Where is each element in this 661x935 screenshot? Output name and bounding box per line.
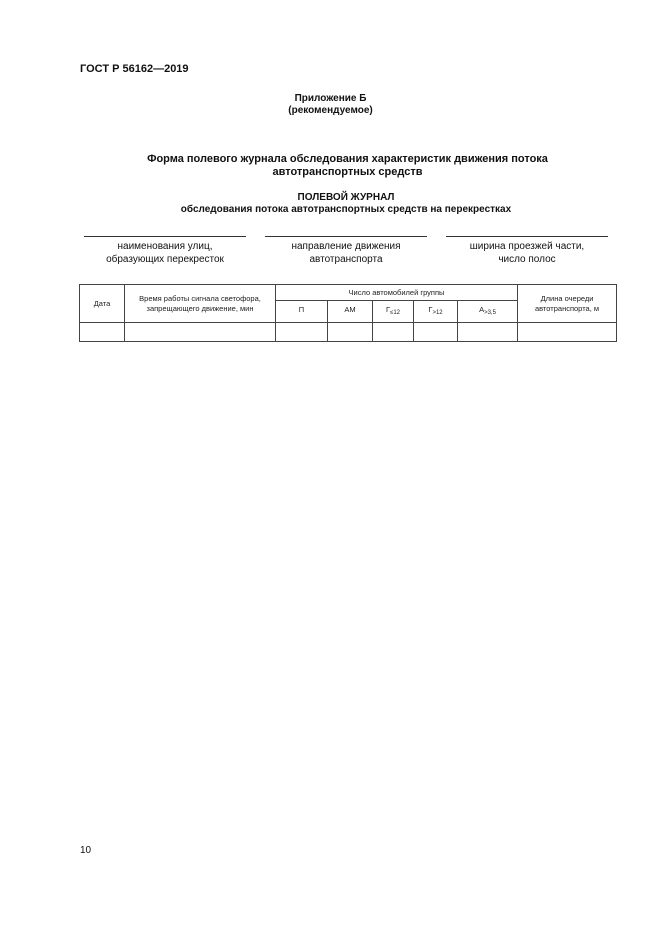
table-row	[80, 323, 617, 342]
table-cell[interactable]	[80, 323, 125, 342]
annex-title: Приложение Б	[294, 93, 367, 104]
annex-heading	[0, 93, 661, 117]
group-col-header: $Г_{>12}$	[414, 301, 458, 323]
group-header: Число автомобилей группы	[276, 285, 518, 301]
field-street-names	[84, 236, 246, 266]
fill-in-line[interactable]	[84, 236, 246, 239]
table-cell[interactable]	[328, 323, 373, 342]
journal-subtitle: обследования потока автотранспортных средств на перекрестках	[180, 204, 512, 215]
table-cell[interactable]	[518, 323, 617, 342]
group-col-header: АМ	[328, 301, 373, 323]
page-number: 10	[80, 845, 92, 856]
fill-in-line[interactable]	[265, 236, 427, 239]
table-cell[interactable]	[458, 323, 518, 342]
group-col-header: П	[276, 301, 328, 323]
fill-in-line[interactable]	[446, 236, 608, 239]
group-col-header: $А_{>3,5}$	[458, 301, 518, 323]
table-cell[interactable]	[373, 323, 414, 342]
col-date-header: Дата	[80, 285, 125, 323]
table-cell[interactable]	[276, 323, 328, 342]
field-direction	[265, 236, 427, 266]
journal-table	[79, 284, 617, 342]
col-queue-header: Длина очереди автотранспорта, м	[518, 285, 617, 323]
form-title: Форма полевого журнала обследования характеристик движения потока автотранспортных средств	[147, 153, 548, 178]
group-col-header: $Г_{\le 12}$	[373, 301, 414, 323]
field-label: число полос	[498, 254, 556, 265]
field-label: ширина проезжей части,	[469, 241, 585, 252]
table-cell[interactable]	[414, 323, 458, 342]
field-label: образующих перекресток	[106, 254, 224, 265]
annex-status: (рекомендуемое)	[288, 105, 373, 116]
col-signal-header: Время работы сигнала светофора, запрещающего движение, мин	[125, 285, 276, 323]
table-cell[interactable]	[125, 323, 276, 342]
field-road-width	[446, 236, 608, 266]
field-label: автотранспорта	[309, 254, 383, 265]
journal-heading	[0, 192, 661, 216]
field-label: наименования улиц,	[117, 241, 213, 252]
field-label: направление движения	[291, 241, 401, 252]
journal-title: ПОЛЕВОЙ ЖУРНАЛ	[297, 192, 395, 203]
standard-code: ГОСТ Р 56162—2019	[80, 63, 189, 75]
